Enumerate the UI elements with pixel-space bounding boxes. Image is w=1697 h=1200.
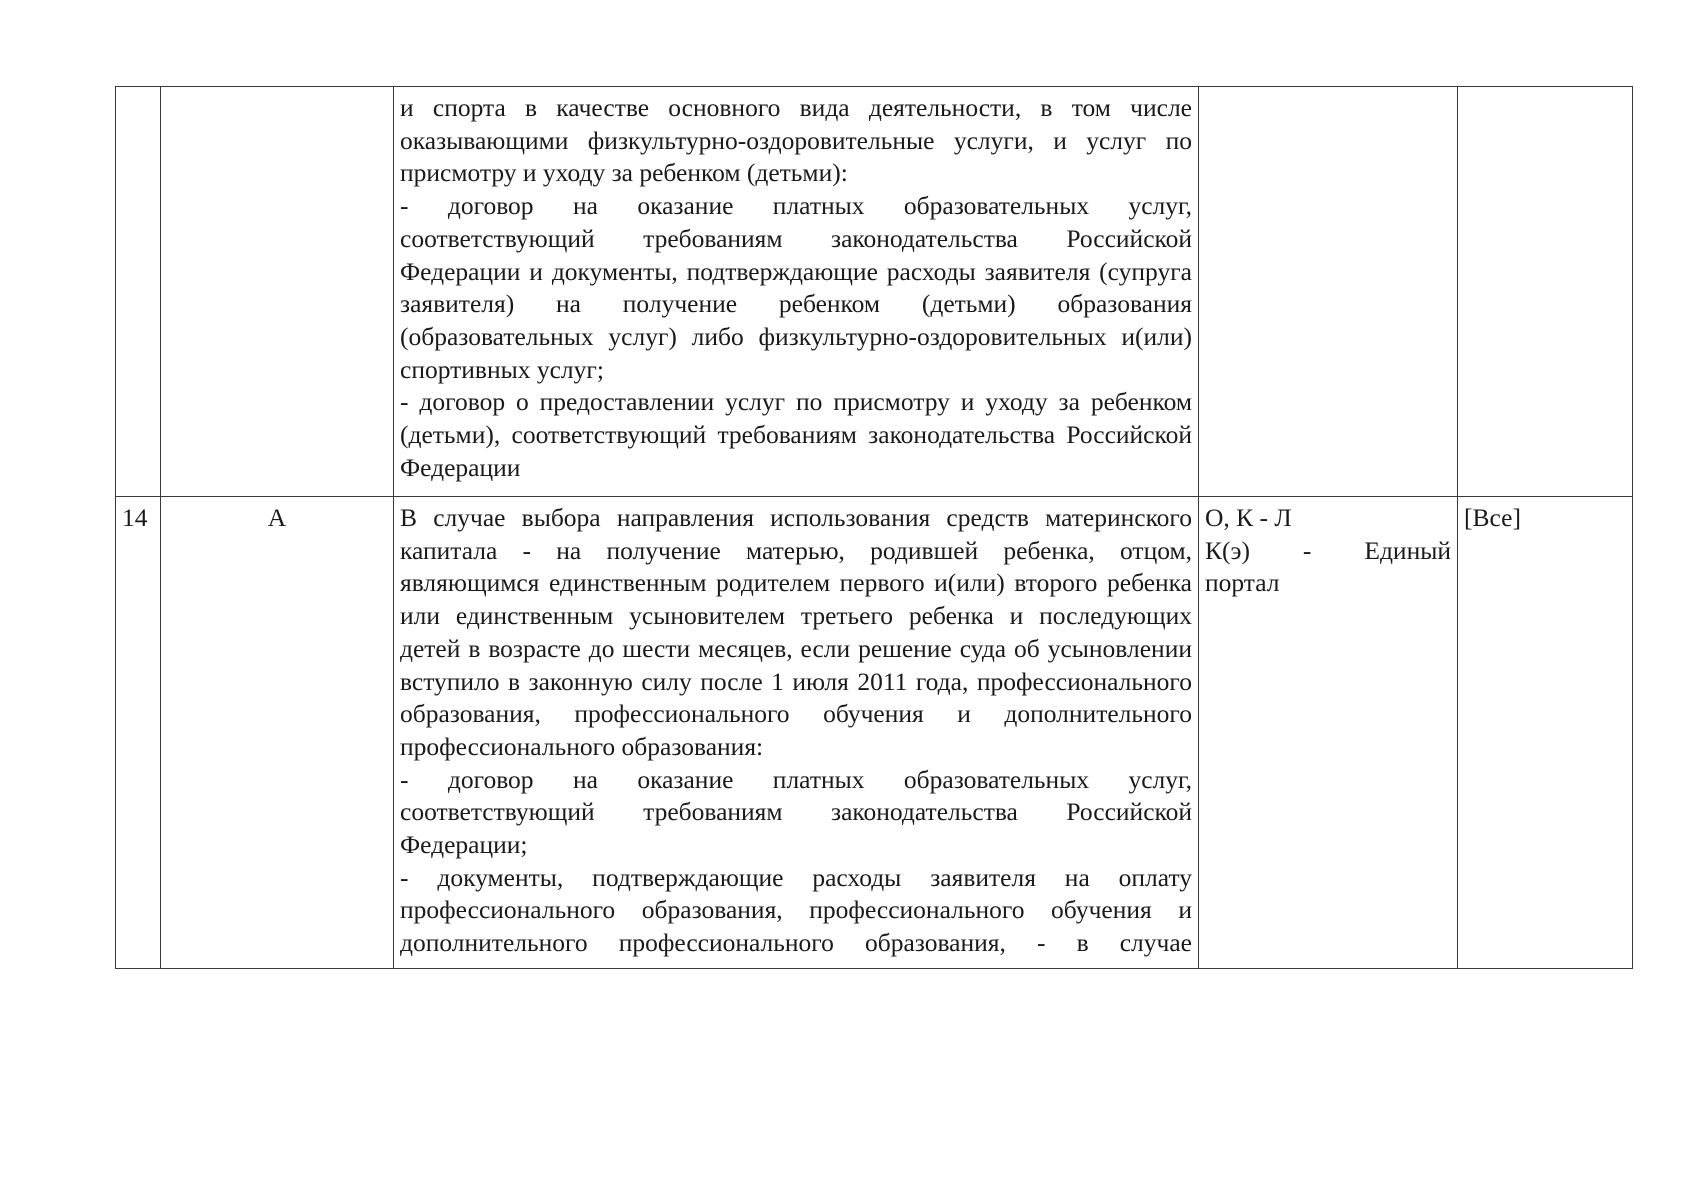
paragraph: - договор на оказание платных образовательных услуг, соответствующий требованиям законодательства Российской Федерации; xyxy=(400,764,1192,860)
table-row-continuation xyxy=(116,87,1633,497)
cell-description xyxy=(394,497,1199,969)
cell-number: 14 xyxy=(116,497,161,969)
cell-scope xyxy=(1458,87,1633,497)
cell-method xyxy=(1199,87,1458,497)
cell-description xyxy=(394,87,1199,497)
paragraph: и спорта в качестве основного вида деятельности, в том числе оказывающими физкультурно-оздоровительные услуги, и услуг по присмотру и уходу за ребенком (детьми): xyxy=(400,93,1192,188)
paragraph: - документы, подтверждающие расходы заявителя на оплату профессионального образования, профессионального обучения и дополнительного профессионального образования, - в случае xyxy=(400,862,1192,958)
paragraph: В случае выбора направления использования средств материнского капитала - на получение матерью, родившей ребенка, отцом, являющимся единственным родителем первого и(или) второго ребенка или единственным усыновителем третьего ребенка и последующих детей в возрасте до шести месяцев, если решение суда об усыновлении вступило в законную силу после 1 июля 2011 года, профессионального образования, профессионального обучения и дополнительного профессионального образования: xyxy=(400,503,1192,761)
paragraph: - договор на оказание платных образовательных услуг, соответствующий требованиям законодательства Российской Федерации и документы, подтверждающие расходы заявителя (супруга заявителя) на получение ребенком (детьми) образования (образовательных услуг) либо физкультурно-оздоровительных и(или) спортивных услуг; xyxy=(400,191,1192,384)
cell-code xyxy=(161,87,394,497)
method-line: портал xyxy=(1205,568,1280,598)
method-line: К(э) - Единый xyxy=(1205,535,1451,565)
paragraph: - договор о предоставлении услуг по присмотру и уходу за ребенком (детьми), соответствующий требованиям законодательства Российской Федерации xyxy=(400,387,1192,482)
cell-number xyxy=(116,87,161,497)
table-row-14 xyxy=(116,497,1633,969)
cell-method xyxy=(1199,497,1458,969)
cell-scope: [Все] xyxy=(1458,497,1633,969)
document-table xyxy=(115,86,1633,969)
cell-code: А xyxy=(161,497,394,969)
method-line: О, К - Л xyxy=(1205,503,1292,532)
